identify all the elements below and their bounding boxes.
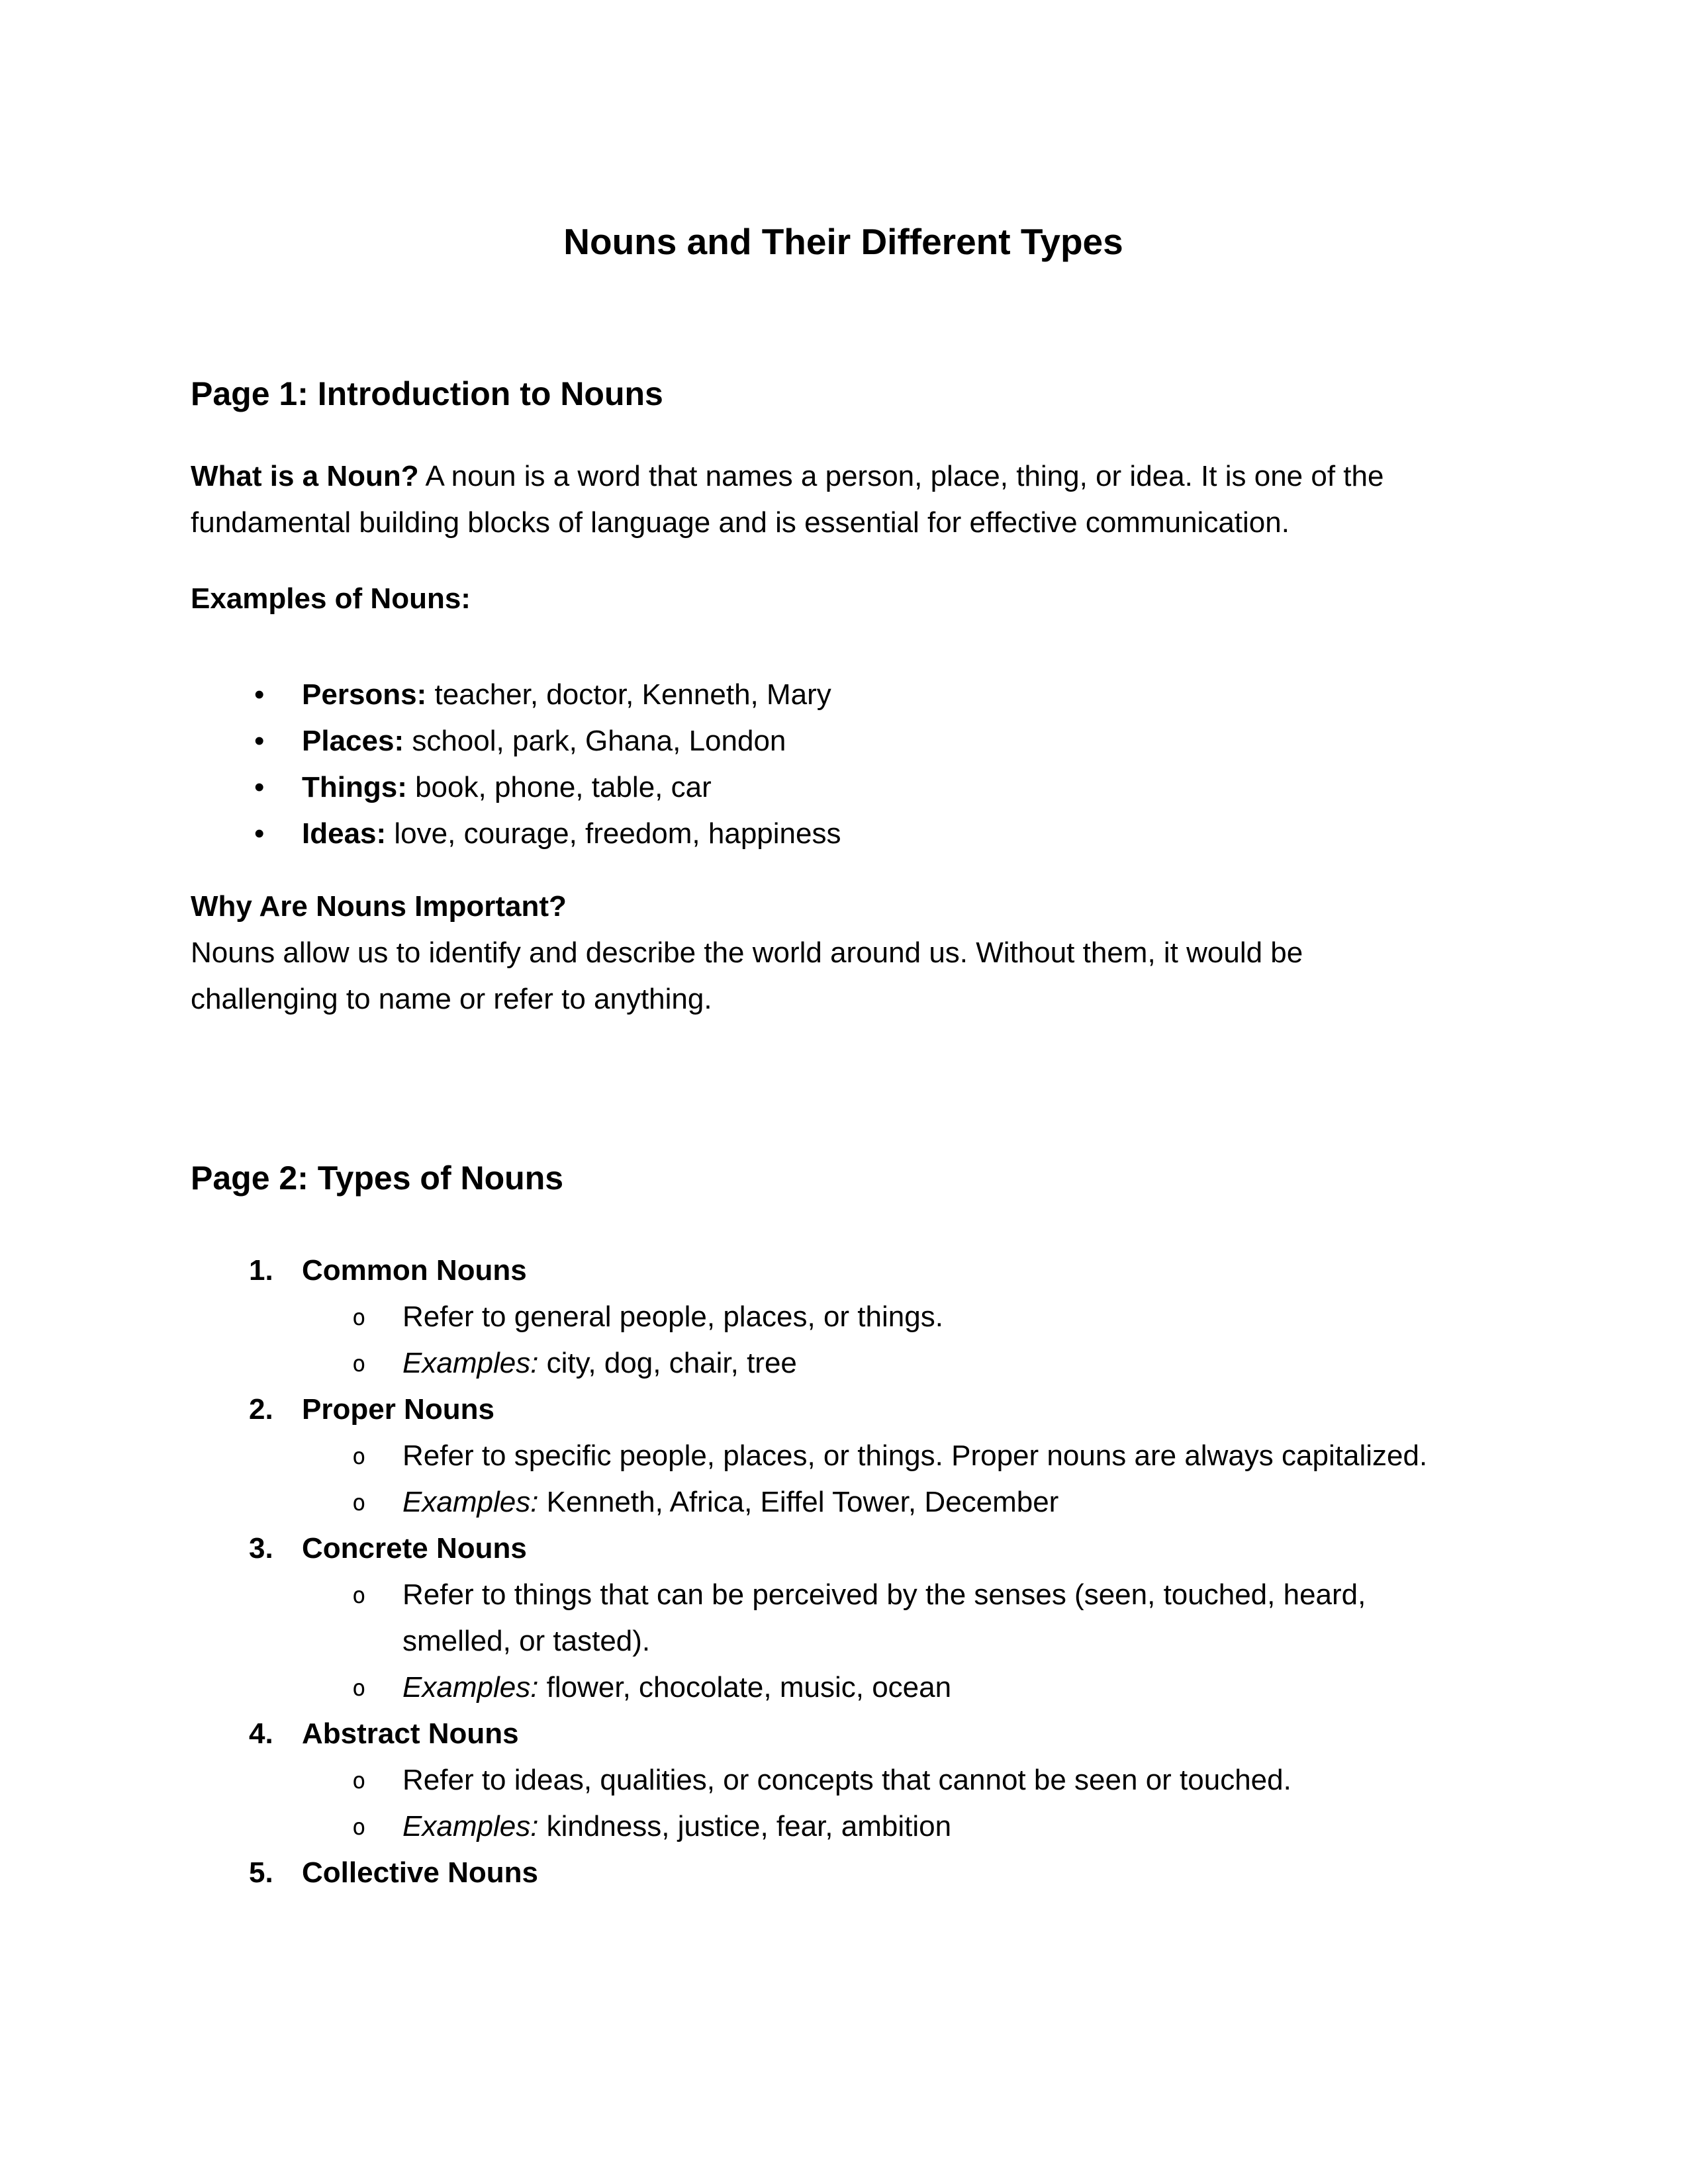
type-name: Proper Nouns <box>302 1393 494 1426</box>
examples-heading: Examples of Nouns: <box>191 582 471 615</box>
type-number: 2. <box>249 1393 273 1426</box>
sub-italic-label: Examples: <box>402 1671 539 1704</box>
sub-bullet <box>191 1433 1475 1479</box>
type-name: Abstract Nouns <box>302 1717 519 1750</box>
item-label: Places: <box>302 725 404 757</box>
type-item <box>191 1387 1496 1433</box>
item-text: school, park, Ghana, London <box>404 725 786 757</box>
type-number: 5. <box>249 1856 273 1889</box>
type-number: 4. <box>249 1717 273 1750</box>
type-name: Common Nouns <box>302 1254 527 1287</box>
section1-heading: Page 1: Introduction to Nouns <box>191 375 663 412</box>
circle-bullet-icon: o <box>352 1814 366 1841</box>
type-number: 3. <box>249 1532 273 1565</box>
type-item <box>191 1850 1496 1896</box>
page-title: Nouns and Their Different Types <box>563 221 1123 262</box>
sub-text: kindness, justice, fear, ambition <box>538 1810 952 1843</box>
sub-text: Refer to general people, places, or things. <box>402 1300 943 1333</box>
circle-bullet-icon: o <box>352 1768 366 1794</box>
item-label: Things: <box>302 771 407 803</box>
type-name: Concrete Nouns <box>302 1532 527 1565</box>
type-item <box>191 1711 1496 1757</box>
item-text: teacher, doctor, Kenneth, Mary <box>426 678 831 711</box>
bullet-icon: • <box>254 771 265 803</box>
circle-bullet-icon: o <box>352 1675 366 1702</box>
sub-bullet <box>191 1294 1475 1340</box>
importance-block <box>191 884 1395 1023</box>
sub-text: Kenneth, Africa, Eiffel Tower, December <box>538 1486 1059 1518</box>
circle-bullet-icon: o <box>352 1490 366 1516</box>
type-name: Collective Nouns <box>302 1856 538 1889</box>
sub-bullet <box>191 1757 1475 1803</box>
list-item <box>191 672 1496 718</box>
type-item <box>191 1525 1496 1572</box>
types-list <box>191 1248 1496 1896</box>
sub-bullet <box>191 1340 1475 1387</box>
list-item <box>191 718 1496 764</box>
intro-lead-bold: What is a Noun? <box>191 460 419 492</box>
sub-text: city, dog, chair, tree <box>538 1347 797 1379</box>
circle-bullet-icon: o <box>352 1582 366 1609</box>
importance-heading: Why Are Nouns Important? <box>191 890 567 923</box>
type-item <box>191 1248 1496 1294</box>
bullet-icon: • <box>254 678 265 711</box>
sub-text: Refer to ideas, qualities, or concepts that cannot be seen or touched. <box>402 1764 1291 1796</box>
sub-italic-label: Examples: <box>402 1486 539 1518</box>
sub-text: Refer to things that can be perceived by the senses (seen, touched, heard, smelled, or tasted). <box>402 1578 1366 1657</box>
list-item <box>191 811 1496 857</box>
sub-text: flower, chocolate, music, ocean <box>538 1671 952 1704</box>
sub-bullet <box>191 1479 1475 1525</box>
sub-bullet <box>191 1572 1475 1664</box>
circle-bullet-icon: o <box>352 1443 366 1470</box>
sub-bullet <box>191 1664 1475 1711</box>
sub-bullet <box>191 1803 1475 1850</box>
list-item <box>191 764 1496 811</box>
item-label: Ideas: <box>302 817 387 850</box>
section2-heading: Page 2: Types of Nouns <box>191 1160 564 1197</box>
intro-lead-text: A noun is a word that names a person, place, thing, or idea. It is one of the fundamental building blocks of language and is essential for effective communication. <box>191 460 1384 539</box>
sub-text: Refer to specific people, places, or things. Proper nouns are always capitalized. <box>402 1439 1428 1472</box>
sub-italic-label: Examples: <box>402 1347 539 1379</box>
intro-paragraph <box>191 453 1448 546</box>
examples-list <box>191 672 1496 857</box>
importance-text: Nouns allow us to identify and describe the world around us. Without them, it would be challenging to name or refer to anything. <box>191 936 1303 1015</box>
type-number: 1. <box>249 1254 273 1287</box>
circle-bullet-icon: o <box>352 1304 366 1331</box>
item-text: love, courage, freedom, happiness <box>386 817 841 850</box>
sub-italic-label: Examples: <box>402 1810 539 1843</box>
circle-bullet-icon: o <box>352 1351 366 1377</box>
bullet-icon: • <box>254 725 265 757</box>
item-text: book, phone, table, car <box>406 771 712 803</box>
bullet-icon: • <box>254 817 265 850</box>
item-label: Persons: <box>302 678 427 711</box>
